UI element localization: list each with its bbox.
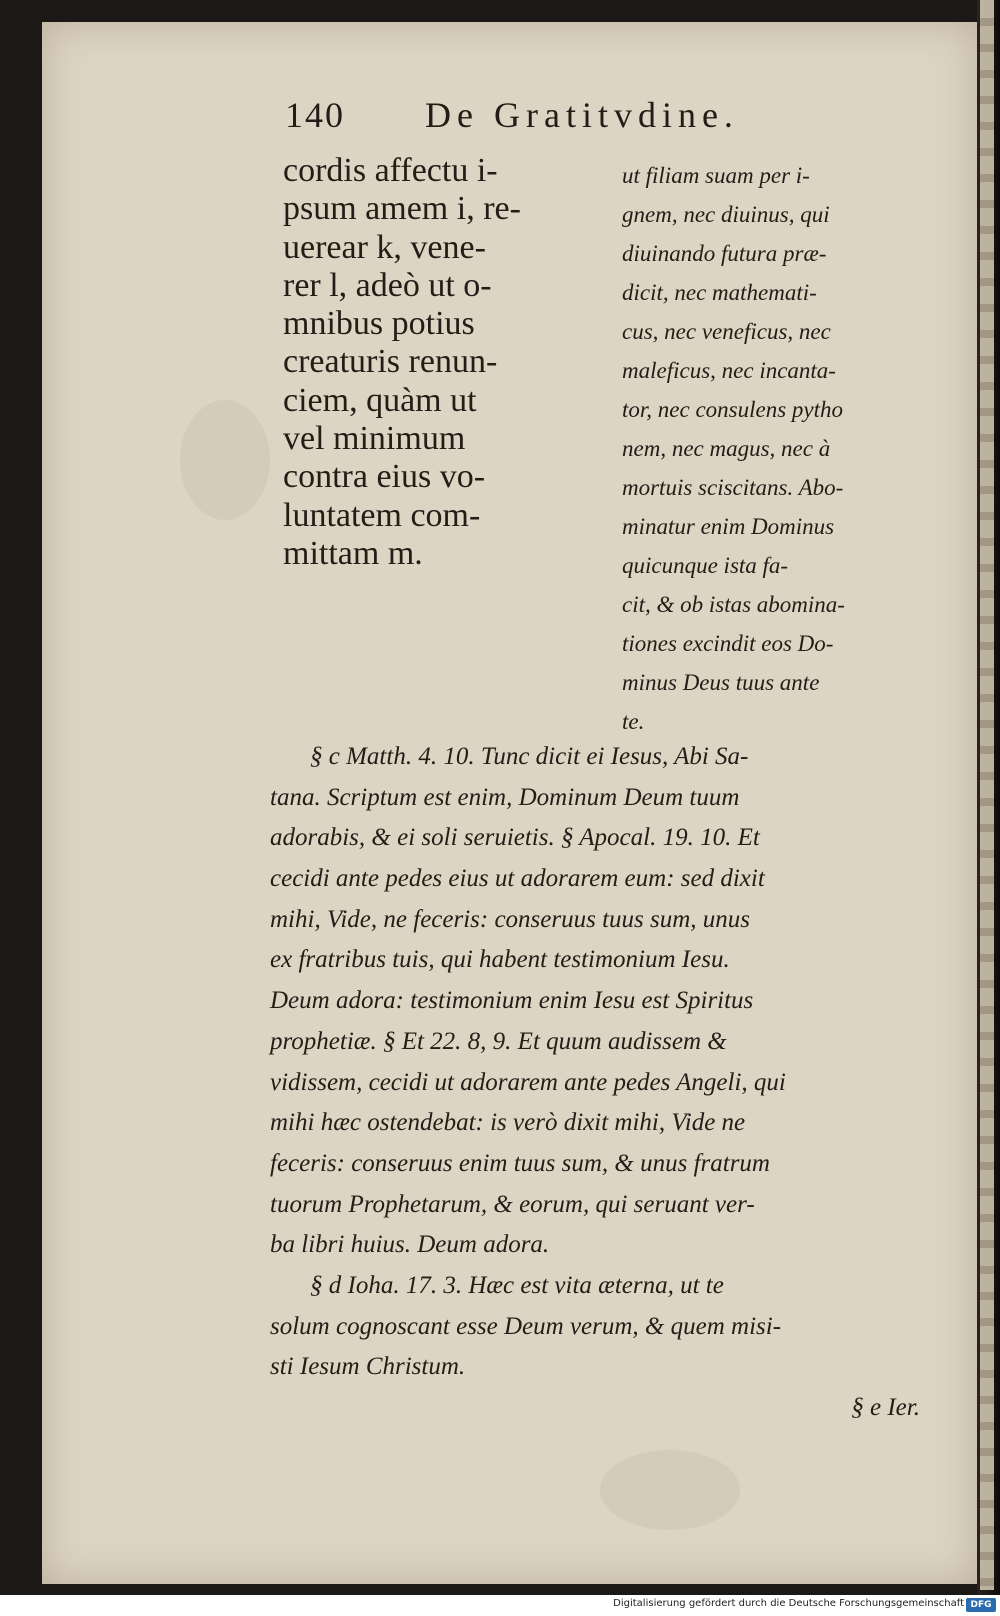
footnote-line: § c Matth. 4. 10. Tunc dicit ei Iesus, Abi Sa- — [310, 743, 749, 770]
catchword: § e Ier. — [851, 1394, 920, 1421]
footnote-line: cecidi ante pedes eius ut adorarem eum: sed dixit — [270, 865, 765, 893]
text-line: rer l, adeò ut o- — [283, 266, 492, 304]
text-line: ciem, quàm ut — [283, 381, 477, 419]
note-line: te. — [622, 709, 645, 734]
footnotes-block — [270, 737, 920, 1429]
note-line: maleficus, nec incanta- — [622, 358, 836, 383]
running-title: De Gratitvdine. — [425, 95, 739, 135]
note-line: tor, nec consulens pytho — [622, 397, 844, 422]
note-line: tiones excindit eos Do- — [622, 631, 834, 656]
text-line: cordis affectu i- — [283, 152, 498, 189]
paper-stain — [600, 1450, 740, 1530]
note-line: quicunque ista fa- — [622, 553, 789, 578]
footnote-line: vidissem, cecidi ut adorarem ante pedes Angeli, qui — [270, 1068, 786, 1096]
paper-stain — [180, 400, 270, 520]
footnote-line: ba libri huius. Deum adora. — [270, 1231, 550, 1259]
note-line: nem, nec magus, nec à — [622, 436, 831, 461]
note-line: ut filiam suam per i- — [622, 163, 810, 188]
footnote-line: mihi hæc ostendebat: is verò dixit mihi, Vide ne — [270, 1109, 746, 1137]
footnote-line: tana. Scriptum est enim, Dominum Deum tuum — [270, 783, 740, 811]
footnote-line: § d Ioha. 17. 3. Hæc est vita æterna, ut te — [310, 1271, 724, 1299]
footnote-line: tuorum Prophetarum, & eorum, qui seruant ver- — [270, 1190, 755, 1218]
note-line: cit, & ob istas abomina- — [622, 592, 845, 617]
footnote-line: solum cognoscant esse Deum verum, & quem misi- — [270, 1312, 782, 1340]
text-line: mittam m. — [283, 534, 423, 572]
footnote-line: feceris: conseruus enim tuus sum, & unus fratrum — [270, 1149, 770, 1177]
text-line: psum amem i, re- — [283, 190, 521, 228]
text-line: vel minimum — [283, 420, 466, 458]
text-line: luntatem com- — [283, 496, 481, 534]
note-line: cus, nec veneficus, nec — [622, 319, 831, 344]
page-edge — [980, 0, 994, 1590]
main-text-column — [283, 152, 591, 573]
text-line: contra eius vo- — [283, 458, 486, 496]
funding-credit: Digitalisierung gefördert durch die Deutsche Forschungsgemeinschaft — [613, 1598, 964, 1609]
text-line: creaturis renun- — [283, 343, 498, 381]
note-line: minatur enim Dominus — [622, 514, 835, 539]
running-header — [285, 94, 905, 136]
note-line: gnem, nec diuinus, qui — [622, 202, 830, 227]
note-line: diuinando futura præ- — [622, 241, 827, 266]
footnote-line: ex fratribus tuis, qui habent testimonium Iesu. — [270, 946, 730, 974]
note-line: minus Deus tuus ante — [622, 670, 820, 695]
footnote-line: sti Iesum Christum. — [270, 1353, 466, 1381]
page-number: 140 — [285, 95, 345, 135]
dfg-logo: DFG — [966, 1598, 996, 1612]
footnote-line: prophetiæ. § Et 22. 8, 9. Et quum audissem & — [270, 1027, 727, 1055]
footnote-line: mihi, Vide, ne feceris: conseruus tuus sum, unus — [270, 905, 751, 933]
note-line: dicit, nec mathemati- — [622, 280, 817, 305]
text-line: uerear k, vene- — [283, 228, 486, 266]
footnote-line: Deum adora: testimonium enim Iesu est Spiritus — [270, 987, 754, 1015]
footnote-line: adorabis, & ei soli seruietis. § Apocal. 19. 10. Et — [270, 824, 760, 852]
side-note-column — [622, 156, 932, 741]
note-line: mortuis sciscitans. Abo- — [622, 475, 844, 500]
text-line: mnibus potius — [283, 305, 475, 343]
